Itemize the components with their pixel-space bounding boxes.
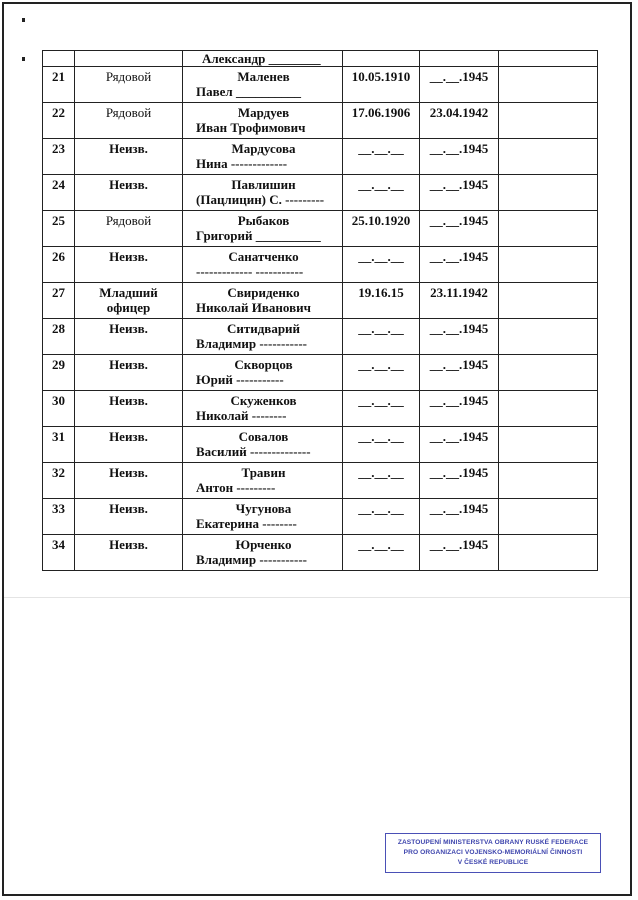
punch-mark	[22, 18, 25, 22]
record-name	[183, 535, 343, 571]
record-rank: Младший офицер	[75, 283, 183, 319]
record-given-name: Николай --------	[196, 408, 287, 423]
record-name	[183, 463, 343, 499]
table-row	[43, 427, 598, 463]
record-surname: Свириденко	[227, 285, 300, 300]
record-death-date: __.__.1945	[420, 247, 499, 283]
record-given-name: Николай Иванович	[196, 300, 311, 315]
record-number: 30	[43, 391, 75, 427]
record-name	[183, 319, 343, 355]
record-given-name: Василий --------------	[196, 444, 311, 459]
record-given-name: Юрий -----------	[196, 372, 284, 387]
record-given-name: Антон ---------	[196, 480, 276, 495]
records-body	[43, 51, 598, 571]
record-number	[43, 51, 75, 67]
record-given-name: ------------- -----------	[196, 264, 304, 279]
record-rank: Неизв.	[75, 499, 183, 535]
record-death-date: __.__.1945	[420, 535, 499, 571]
record-name	[183, 499, 343, 535]
record-surname: Скворцов	[234, 357, 293, 372]
record-number: 29	[43, 355, 75, 391]
fold-line	[4, 597, 630, 598]
record-birth-date: 25.10.1920	[343, 211, 420, 247]
record-number: 23	[43, 139, 75, 175]
record-number: 22	[43, 103, 75, 139]
record-birth-date: __.__.__	[343, 175, 420, 211]
record-surname: Юрченко	[235, 537, 292, 552]
record-rank: Неизв.	[75, 139, 183, 175]
table-row	[43, 463, 598, 499]
record-name	[183, 283, 343, 319]
record-rank: Неизв.	[75, 535, 183, 571]
record-number: 24	[43, 175, 75, 211]
official-stamp	[385, 833, 601, 873]
record-birth-date: __.__.__	[343, 463, 420, 499]
record-name	[183, 211, 343, 247]
record-name	[183, 391, 343, 427]
record-given-name: Екатерина --------	[196, 516, 297, 531]
record-given-name: Павел __________	[196, 84, 301, 99]
record-rank	[75, 51, 183, 67]
record-notes	[499, 51, 598, 67]
record-surname: Мардусова	[231, 141, 296, 156]
record-notes	[499, 247, 598, 283]
table-row	[43, 391, 598, 427]
table-row	[43, 211, 598, 247]
record-birth-date: __.__.__	[343, 427, 420, 463]
record-rank: Неизв.	[75, 247, 183, 283]
record-number: 33	[43, 499, 75, 535]
record-given-name: Владимир -----------	[196, 552, 307, 567]
record-rank: Рядовой	[75, 103, 183, 139]
record-given-name: Григорий __________	[196, 228, 321, 243]
record-birth-date: 19.16.15	[343, 283, 420, 319]
record-birth-date: __.__.__	[343, 139, 420, 175]
record-birth-date: __.__.__	[343, 535, 420, 571]
record-name	[183, 175, 343, 211]
record-notes	[499, 139, 598, 175]
record-name	[183, 139, 343, 175]
record-death-date: __.__.1945	[420, 463, 499, 499]
table-row	[43, 51, 598, 67]
record-surname: Совалов	[238, 429, 289, 444]
record-surname: Травин	[241, 465, 286, 480]
record-number: 21	[43, 67, 75, 103]
record-birth-date: 10.05.1910	[343, 67, 420, 103]
record-number: 32	[43, 463, 75, 499]
record-death-date: __.__.1945	[420, 67, 499, 103]
record-notes	[499, 391, 598, 427]
stamp-line-2: PRO ORGANIZACI VOJENSKO-MEMORIÁLNÍ ČINNOSTI	[403, 849, 583, 856]
record-surname: Мардуев	[237, 105, 290, 120]
record-notes	[499, 103, 598, 139]
record-given-name: Владимир -----------	[196, 336, 307, 351]
record-name	[183, 355, 343, 391]
record-name	[183, 51, 343, 67]
record-rank: Рядовой	[75, 211, 183, 247]
record-birth-date	[343, 51, 420, 67]
record-notes	[499, 283, 598, 319]
table-row	[43, 103, 598, 139]
record-rank: Неизв.	[75, 427, 183, 463]
record-number: 25	[43, 211, 75, 247]
table-row	[43, 355, 598, 391]
table-row	[43, 283, 598, 319]
record-death-date: __.__.1945	[420, 211, 499, 247]
record-rank: Рядовой	[75, 67, 183, 103]
record-surname: Александр ________	[202, 51, 321, 66]
record-number: 26	[43, 247, 75, 283]
record-death-date: __.__.1945	[420, 139, 499, 175]
record-given-name: Нина -------------	[196, 156, 288, 171]
record-birth-date: __.__.__	[343, 499, 420, 535]
record-name	[183, 247, 343, 283]
record-notes	[499, 463, 598, 499]
record-notes	[499, 67, 598, 103]
record-surname: Рыбаков	[237, 213, 290, 228]
record-name	[183, 103, 343, 139]
table-row	[43, 175, 598, 211]
table-row	[43, 319, 598, 355]
record-death-date: __.__.1945	[420, 499, 499, 535]
record-rank: Неизв.	[75, 355, 183, 391]
record-rank: Неизв.	[75, 391, 183, 427]
record-notes	[499, 355, 598, 391]
record-number: 28	[43, 319, 75, 355]
record-rank: Неизв.	[75, 319, 183, 355]
record-notes	[499, 427, 598, 463]
record-surname: Скуженков	[230, 393, 297, 408]
stamp-line-3: V ČESKÉ REPUBLICE	[457, 859, 529, 866]
record-surname: Чугунова	[235, 501, 292, 516]
burial-records-table	[42, 50, 598, 571]
record-death-date: __.__.1945	[420, 391, 499, 427]
record-notes	[499, 211, 598, 247]
record-birth-date: 17.06.1906	[343, 103, 420, 139]
record-birth-date: __.__.__	[343, 355, 420, 391]
record-death-date	[420, 51, 499, 67]
record-given-name: (Пацлицин) С. ---------	[196, 192, 325, 207]
record-surname: Маленев	[237, 69, 290, 84]
record-number: 31	[43, 427, 75, 463]
record-death-date: __.__.1945	[420, 175, 499, 211]
record-death-date: 23.11.1942	[420, 283, 499, 319]
record-surname: Ситидварий	[226, 321, 301, 336]
record-notes	[499, 175, 598, 211]
record-birth-date: __.__.__	[343, 319, 420, 355]
record-given-name: Иван Трофимович	[196, 120, 306, 135]
record-birth-date: __.__.__	[343, 391, 420, 427]
record-notes	[499, 499, 598, 535]
record-notes	[499, 319, 598, 355]
record-name	[183, 427, 343, 463]
record-surname: Павлишин	[231, 177, 296, 192]
record-birth-date: __.__.__	[343, 247, 420, 283]
table-row	[43, 67, 598, 103]
record-death-date: __.__.1945	[420, 427, 499, 463]
record-death-date: __.__.1945	[420, 355, 499, 391]
record-number: 34	[43, 535, 75, 571]
record-rank: Неизв.	[75, 175, 183, 211]
table-row	[43, 139, 598, 175]
record-rank: Неизв.	[75, 463, 183, 499]
table-row	[43, 535, 598, 571]
table-row	[43, 247, 598, 283]
record-notes	[499, 535, 598, 571]
record-number: 27	[43, 283, 75, 319]
stamp-line-1: ZASTOUPENÍ MINISTERSTVA OBRANY RUSKÉ FEDERACE	[397, 839, 589, 846]
record-surname: Санатченко	[228, 249, 299, 264]
record-death-date: __.__.1945	[420, 319, 499, 355]
record-death-date: 23.04.1942	[420, 103, 499, 139]
record-name	[183, 67, 343, 103]
punch-mark	[22, 57, 25, 61]
table-row	[43, 499, 598, 535]
